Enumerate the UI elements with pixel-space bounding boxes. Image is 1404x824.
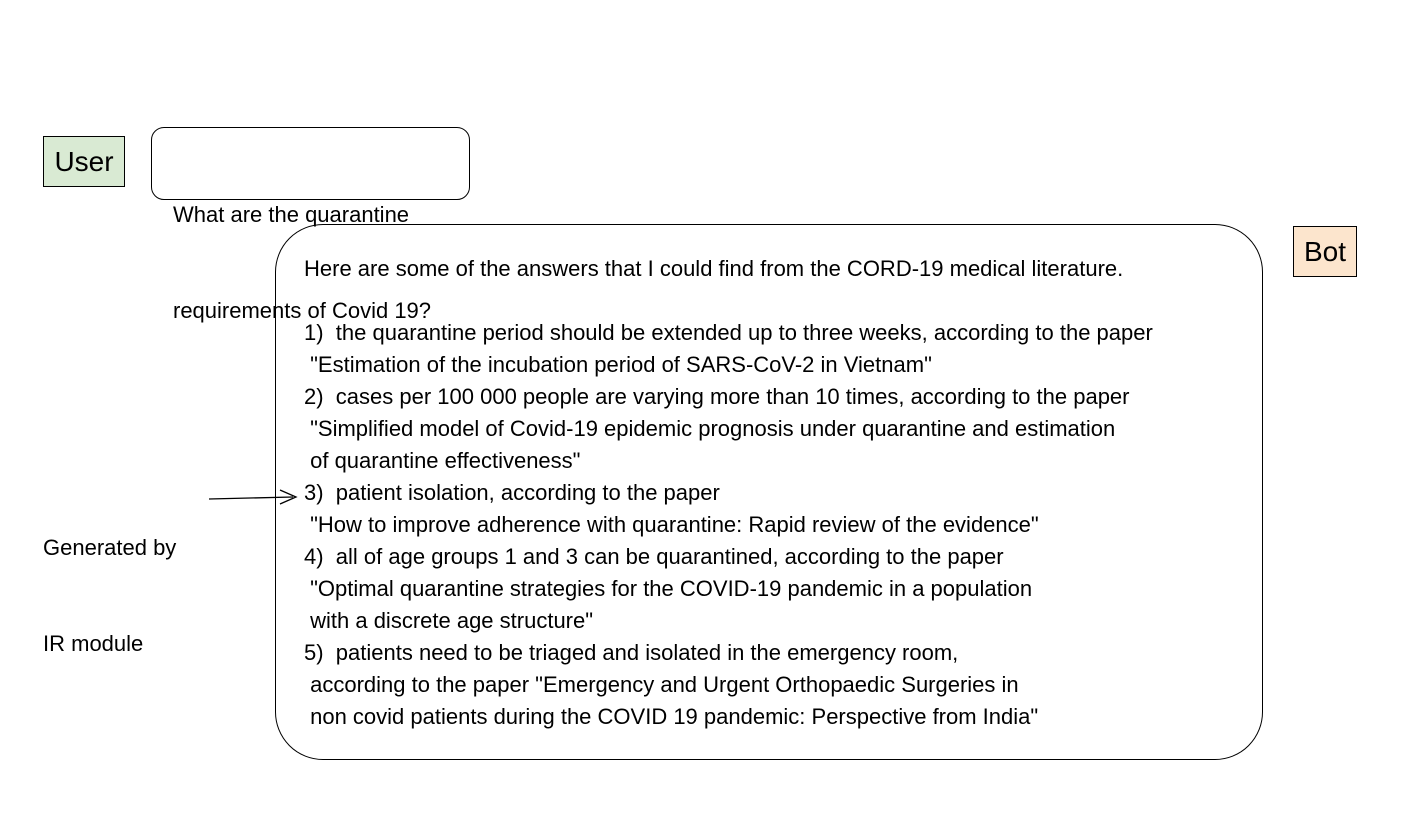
answer-line: according to the paper "Emergency and Urgent Orthopaedic Surgeries in — [304, 672, 1019, 697]
bot-intro-text: Here are some of the answers that I could find from the CORD-19 medical literature. — [304, 256, 1124, 281]
answer-line: 2) cases per 100 000 people are varying more than 10 times, according to the paper — [304, 384, 1130, 409]
answer-line: 4) all of age groups 1 and 3 can be quarantined, according to the paper — [304, 544, 1004, 569]
answer-line: of quarantine effectiveness" — [304, 448, 581, 473]
answer-line: 3) patient isolation, according to the paper — [304, 480, 720, 505]
answer-line: "Simplified model of Covid-19 epidemic prognosis under quarantine and estimation — [304, 416, 1116, 441]
answer-line: "How to improve adherence with quarantine: Rapid review of the evidence" — [304, 512, 1039, 537]
answer-line: "Estimation of the incubation period of SARS-CoV-2 in Vietnam" — [304, 352, 932, 377]
annotation-line: IR module — [43, 631, 144, 656]
answer-line: "Optimal quarantine strategies for the COVID-19 pandemic in a population — [304, 576, 1033, 601]
user-message-line: What are the quarantine — [173, 202, 410, 227]
answer-line: with a discrete age structure" — [304, 608, 594, 633]
answer-line: 1) the quarantine period should be extended up to three weeks, according to the paper — [304, 320, 1153, 345]
user-label: User — [43, 136, 125, 187]
answer-line: non covid patients during the COVID 19 pandemic: Perspective from India" — [304, 704, 1039, 729]
answer-line: 5) patients need to be triaged and isolated in the emergency room, — [304, 640, 959, 665]
arrow-shaft — [209, 497, 293, 499]
annotation-line: Generated by — [43, 535, 177, 560]
bot-label: Bot — [1293, 226, 1357, 277]
user-message-line: requirements of Covid 19? — [173, 298, 432, 323]
